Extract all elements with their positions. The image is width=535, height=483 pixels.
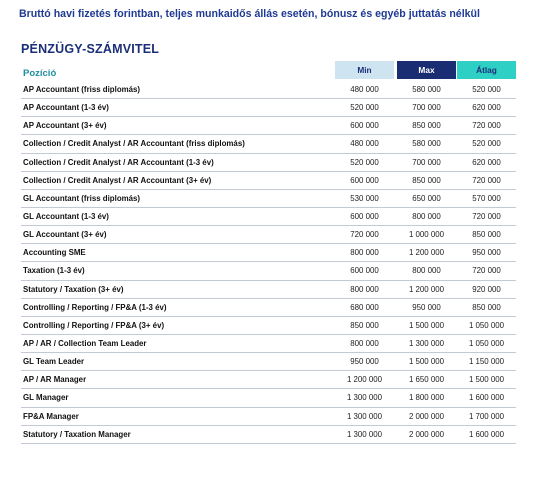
position-cell: Controlling / Reporting / FP&A (1-3 év) — [23, 302, 167, 312]
max-cell: 1 200 000 — [408, 284, 445, 294]
page-headline: Bruttó havi fizetés forintban, teljes munkaidős állás esetén, bónusz és egyéb juttatás nélkül — [19, 8, 480, 20]
max-cell: 1 800 000 — [408, 393, 445, 403]
avg-cell: 1 700 000 — [468, 411, 505, 421]
position-cell: AP Accountant (1-3 év) — [23, 103, 109, 113]
table-row — [21, 154, 516, 172]
position-cell: GL Accountant (1-3 év) — [23, 211, 109, 221]
table-row — [21, 389, 516, 407]
avg-column-header: Átlag — [457, 61, 516, 79]
max-cell: 950 000 — [412, 302, 441, 312]
avg-cell: 720 000 — [472, 211, 501, 221]
min-cell: 1 300 000 — [346, 429, 383, 439]
min-cell: 480 000 — [350, 139, 379, 149]
position-cell: GL Accountant (3+ év) — [23, 230, 107, 240]
max-cell: 1 200 000 — [408, 248, 445, 258]
max-cell: 1 500 000 — [408, 320, 445, 330]
min-cell: 530 000 — [350, 193, 379, 203]
max-cell: 850 000 — [412, 121, 441, 131]
avg-cell: 1 050 000 — [468, 320, 505, 330]
position-cell: Collection / Credit Analyst / AR Accountant (1-3 év) — [23, 157, 214, 167]
table-row — [21, 117, 516, 135]
min-cell: 950 000 — [350, 357, 379, 367]
position-cell: GL Accountant (friss diplomás) — [23, 193, 141, 203]
avg-cell: 1 600 000 — [468, 429, 505, 439]
min-cell: 480 000 — [350, 85, 379, 94]
min-cell: 520 000 — [350, 157, 379, 167]
min-cell: 600 000 — [350, 121, 379, 131]
max-cell: 650 000 — [412, 193, 441, 203]
avg-cell: 1 600 000 — [468, 393, 505, 403]
avg-cell: 720 000 — [472, 266, 501, 276]
max-cell: 2 000 000 — [408, 411, 445, 421]
table-row — [21, 281, 516, 299]
table-row — [21, 135, 516, 153]
table-row — [21, 262, 516, 280]
min-cell: 1 300 000 — [346, 411, 383, 421]
min-cell: 520 000 — [350, 103, 379, 113]
avg-cell: 1 050 000 — [468, 338, 505, 348]
max-cell: 700 000 — [412, 157, 441, 167]
min-cell: 600 000 — [350, 266, 379, 276]
position-cell: Statutory / Taxation (3+ év) — [23, 284, 124, 294]
max-cell: 1 500 000 — [408, 357, 445, 367]
position-cell: Statutory / Taxation Manager — [23, 429, 131, 439]
min-cell: 720 000 — [350, 230, 379, 240]
avg-cell: 950 000 — [472, 248, 501, 258]
max-cell: 800 000 — [412, 266, 441, 276]
salary-table — [21, 81, 516, 444]
min-column-header: Min — [335, 61, 394, 79]
min-cell: 1 300 000 — [346, 393, 383, 403]
position-cell: GL Team Leader — [23, 357, 85, 367]
table-row — [21, 208, 516, 226]
table-row — [21, 335, 516, 353]
table-row — [21, 99, 516, 117]
table-row — [21, 190, 516, 208]
min-cell: 800 000 — [350, 248, 379, 258]
position-cell: AP / AR / Collection Team Leader — [23, 338, 147, 348]
avg-cell: 1 500 000 — [468, 375, 505, 385]
position-cell: FP&A Manager — [23, 411, 79, 421]
avg-cell: 570 000 — [472, 193, 501, 203]
position-cell: Collection / Credit Analyst / AR Accountant (friss diplomás) — [23, 139, 245, 149]
max-cell: 850 000 — [412, 175, 441, 185]
position-cell: Controlling / Reporting / FP&A (3+ év) — [23, 320, 165, 330]
position-cell: Collection / Credit Analyst / AR Accountant (3+ év) — [23, 175, 212, 185]
table-row — [21, 81, 516, 99]
avg-cell: 520 000 — [472, 85, 501, 94]
min-cell: 800 000 — [350, 338, 379, 348]
min-cell: 800 000 — [350, 284, 379, 294]
table-row — [21, 317, 516, 335]
avg-cell: 620 000 — [472, 157, 501, 167]
table-row — [21, 426, 516, 444]
section-title: PÉNZÜGY-SZÁMVITEL — [21, 42, 160, 56]
position-cell: Taxation (1-3 év) — [23, 266, 85, 276]
min-cell: 600 000 — [350, 175, 379, 185]
table-header — [21, 61, 516, 79]
max-cell: 580 000 — [412, 139, 441, 149]
position-column-header: Pozíció — [23, 68, 57, 79]
min-cell: 1 200 000 — [346, 375, 383, 385]
avg-cell: 920 000 — [472, 284, 501, 294]
table-row — [21, 353, 516, 371]
max-cell: 700 000 — [412, 103, 441, 113]
avg-cell: 850 000 — [472, 230, 501, 240]
min-cell: 680 000 — [350, 302, 379, 312]
position-cell: Accounting SME — [23, 248, 86, 258]
position-cell: GL Manager — [23, 393, 69, 403]
table-row — [21, 408, 516, 426]
table-row — [21, 172, 516, 190]
avg-cell: 850 000 — [472, 302, 501, 312]
avg-cell: 1 150 000 — [468, 357, 505, 367]
table-row — [21, 226, 516, 244]
min-cell: 850 000 — [350, 320, 379, 330]
table-row — [21, 299, 516, 317]
table-row — [21, 244, 516, 262]
max-cell: 2 000 000 — [408, 429, 445, 439]
table-row — [21, 371, 516, 389]
position-cell: AP Accountant (3+ év) — [23, 121, 107, 131]
max-cell: 1 000 000 — [408, 230, 445, 240]
max-cell: 580 000 — [412, 85, 441, 94]
position-cell: AP / AR Manager — [23, 375, 87, 385]
min-cell: 600 000 — [350, 211, 379, 221]
position-cell: AP Accountant (friss diplomás) — [23, 85, 141, 94]
avg-cell: 620 000 — [472, 103, 501, 113]
max-cell: 800 000 — [412, 211, 441, 221]
avg-cell: 720 000 — [472, 175, 501, 185]
avg-cell: 720 000 — [472, 121, 501, 131]
max-cell: 1 650 000 — [408, 375, 445, 385]
max-column-header: Max — [397, 61, 456, 79]
max-cell: 1 300 000 — [408, 338, 445, 348]
avg-cell: 520 000 — [472, 139, 501, 149]
